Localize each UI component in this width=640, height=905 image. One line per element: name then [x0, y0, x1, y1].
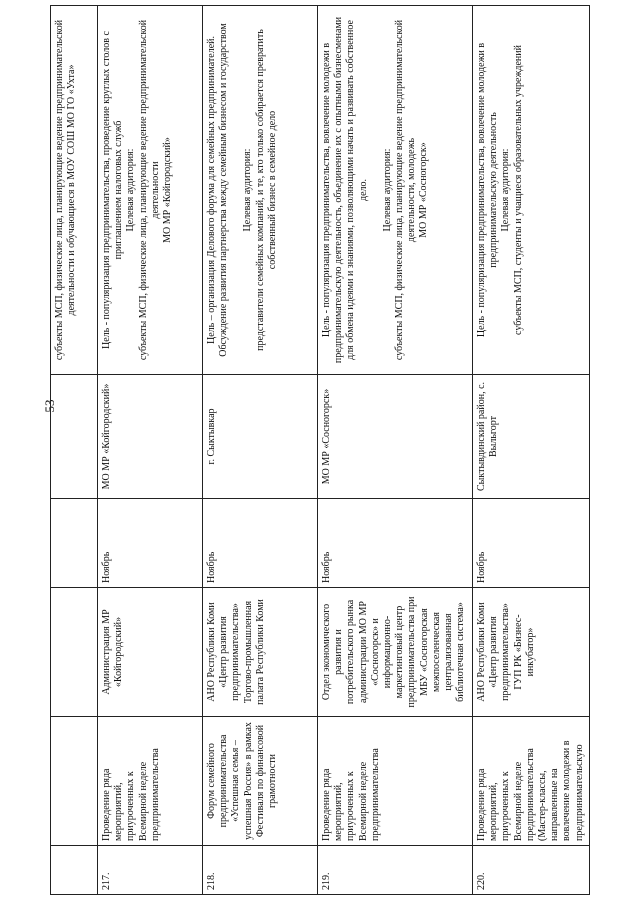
organizer-line: АНО Республики Коми «Центр развития предпринимательства»: [476, 602, 512, 702]
table-row: [318, 6, 473, 895]
audience-text: субъекты МСП, физические лица, планирующие ведение предпринимательской деятельности, молодежь: [393, 19, 418, 361]
place: г. Сыктывкар: [203, 375, 318, 499]
event-name: Проведение ряда мероприятий, приуроченных к Всемирной неделе предпринимательства: [98, 717, 203, 846]
cell-num-empty: [51, 846, 98, 895]
organizer: [473, 588, 590, 717]
organizer-line: Отдел экономического развития и потребительского рынка администрации МО МР «Сосногорск» и информационно-маркетинговый центр предпринимательства при МБУ «Сосногорская межпоселенческая централизованная библиотечная система»: [321, 596, 467, 708]
term: Ноябрь: [473, 499, 590, 588]
organizer: [318, 588, 473, 717]
audience-text: субъекты МСП, физические лица, планирующие ведение предпринимательской деятельности: [137, 19, 161, 361]
audience-text: представители семейных компаний, и те, кто только собирается превратить собственный бизнес в семейное дело: [254, 29, 278, 351]
organizer: [98, 588, 203, 717]
continuation-row: [51, 6, 98, 895]
organizer: [203, 588, 318, 717]
term: Ноябрь: [98, 499, 203, 588]
place: МО МР «Койгородский»: [98, 375, 203, 499]
row-number: 218.: [203, 846, 318, 895]
events-table: [50, 5, 590, 895]
cell-event-empty: [51, 717, 98, 846]
cell-term-empty: [51, 499, 98, 588]
goal-note: МО МР «Койгородский»: [161, 137, 173, 243]
goal-note: МО МР «Сосногорск»: [418, 142, 430, 238]
continuation-text: субъекты МСП, физические лица, планирующие ведение предпринимательской деятельности и обучающиеся в МОУ СОШ МО ГО «Ухта»: [54, 19, 78, 361]
organizer-line: Администрация МР «Койгородский»: [101, 609, 125, 695]
goal: [98, 6, 203, 375]
audience-label: Целевая аудитория:: [125, 148, 137, 232]
goal: [318, 6, 473, 375]
goal-text: Цель - популяризация предпринимательства, вовлечение молодежи в предпринимательскую деятельность, объединение их с опытными бизнесменами для обмена идеями и знаниями, позволяющими начать и развивать собственное дело.: [321, 16, 369, 364]
cell-goal-continuation: [51, 6, 98, 375]
goal: [473, 6, 590, 375]
organizer-line: ГУП РК «Бизнес-инкубатор»: [512, 614, 536, 690]
table-row: [473, 6, 590, 895]
event-name: Проведение ряда мероприятий, приуроченных к Всемирной неделе предпринимательства (Мастер-классы, направленные на вовлечение молодежи в предпринимательскую: [473, 717, 590, 846]
row-number: 220.: [473, 846, 590, 895]
spacer: [230, 10, 242, 370]
table-row: [203, 6, 318, 895]
goal-text: Цель – организация Делового форума для семейных предпринимателей. Обсуждение развития партнерства между семейным бизнесом и государством: [206, 23, 230, 357]
row-number: 217.: [98, 846, 203, 895]
spacer: [370, 10, 382, 370]
place: МО МР «Сосногорск»: [318, 375, 473, 499]
cell-place-empty: [51, 375, 98, 499]
row-number: 219.: [318, 846, 473, 895]
page-number: 53: [42, 399, 57, 413]
goal-text: Цель - популяризация предпринимательства, вовлечение молодежи в предпринимательскую деятельность: [476, 42, 500, 338]
event-name: Форум семейного предпринимательства «Успешная семья – успешная Россия» в рамках Фестиваля по финансовой грамотности: [203, 717, 318, 846]
audience-text: субъекты МСП, студенты и учащиеся образовательных учреждений: [512, 45, 524, 335]
organizer-line: АНО Республики Коми «Центр развития предпринимательства»: [206, 602, 242, 702]
goal: [203, 6, 318, 375]
cell-organizer-empty: [51, 588, 98, 717]
event-name: Проведение ряда мероприятий, приуроченных к Всемирной неделе предпринимательства: [318, 717, 473, 846]
organizer-line: Торгово-промышленная палата Республики Коми: [242, 599, 266, 705]
table-row: [98, 6, 203, 895]
place: Сыктывдинский район, с. Выльгорт: [473, 375, 590, 499]
audience-label: Целевая аудитория:: [242, 148, 254, 232]
audience-label: Целевая аудитория:: [381, 148, 393, 232]
audience-label: Целевая аудитория:: [500, 148, 512, 232]
term: Ноябрь: [203, 499, 318, 588]
term: Ноябрь: [318, 499, 473, 588]
goal-text: Цель - популяризация предпринимательства, проведение круглых столов с приглашением налоговых служб: [101, 31, 125, 349]
rotated-table-sheet: [50, 5, 585, 895]
